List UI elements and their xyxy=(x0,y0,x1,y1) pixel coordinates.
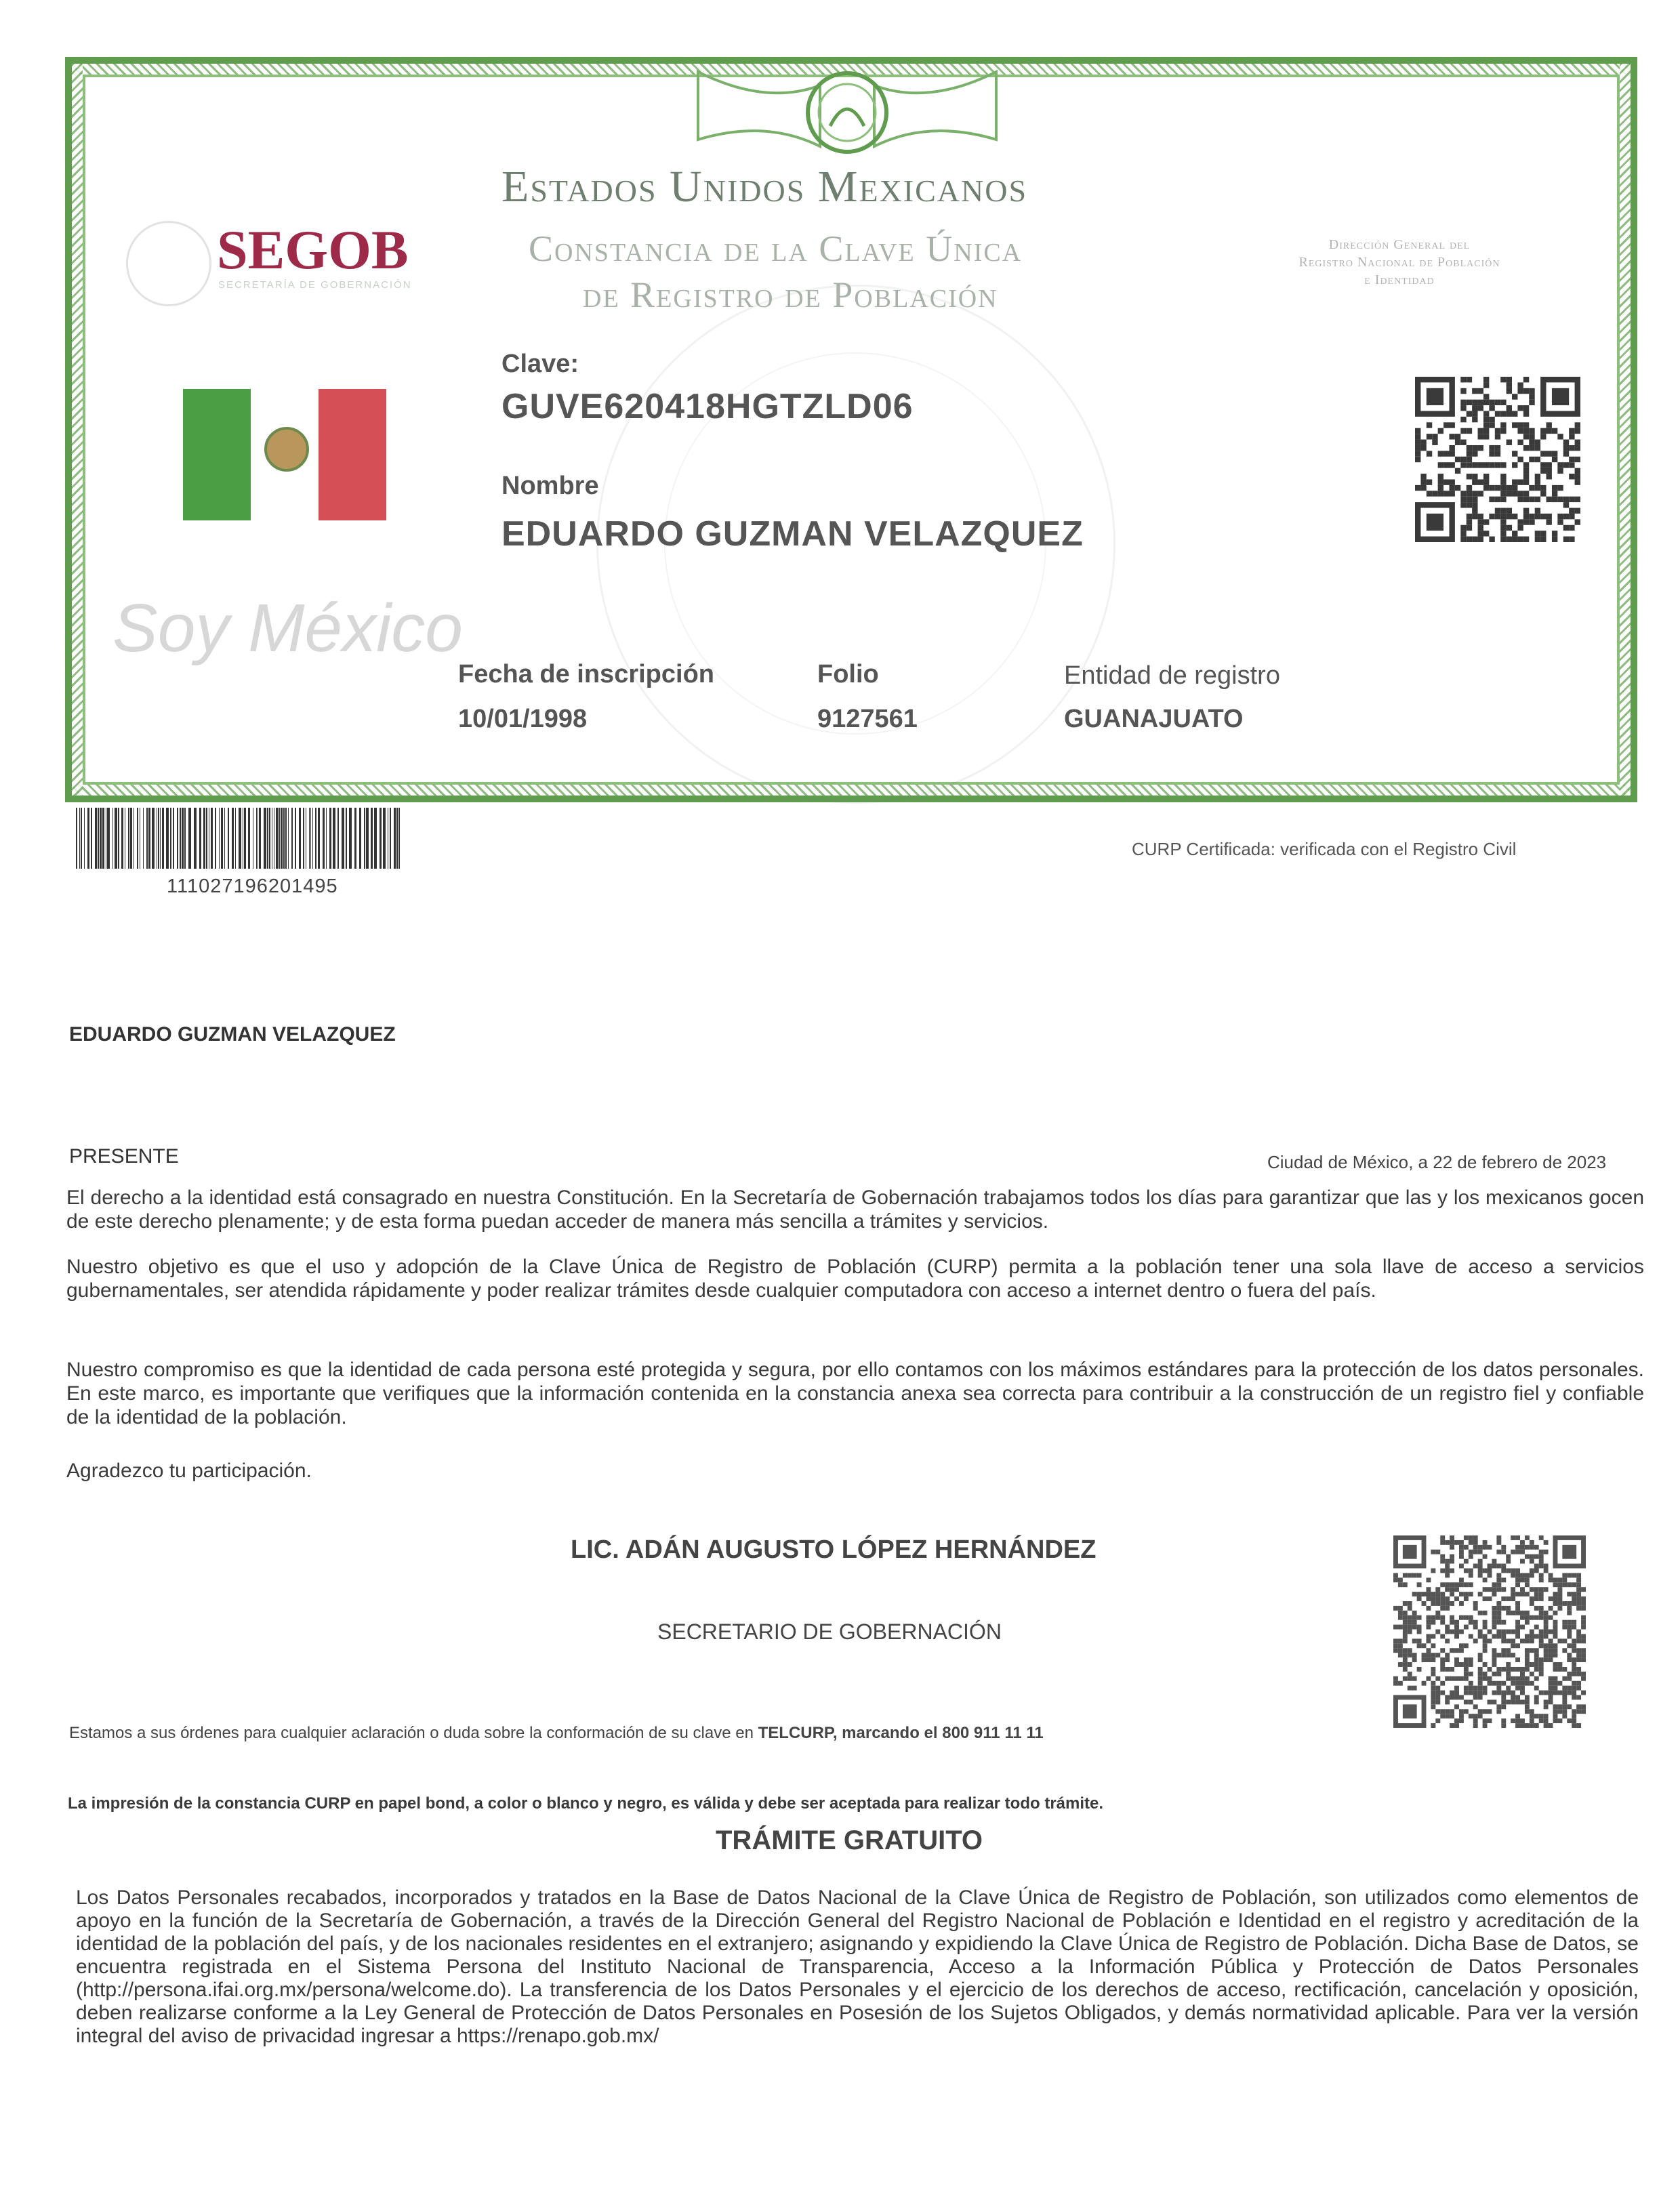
flag-green-stripe xyxy=(183,389,251,520)
clave-value: GUVE620418HGTZLD06 xyxy=(501,387,914,426)
folio-value: 9127561 xyxy=(817,705,918,733)
nombre-value: EDUARDO GUZMAN VELAZQUEZ xyxy=(501,514,1084,554)
contact-text: Estamos a sus órdenes para cualquier aclaración o duda sobre la conformación de su clave en xyxy=(69,1724,754,1742)
clave-label: Clave: xyxy=(501,350,579,378)
right-guilloche-border xyxy=(1620,64,1631,796)
fecha-inscripcion-label: Fecha de inscripción xyxy=(458,660,714,688)
document-title-line2: de Registro de Población xyxy=(583,274,998,315)
signer-title: SECRETARIO DE GOBERNACIÓN xyxy=(657,1619,1002,1644)
agency-name xyxy=(1233,236,1565,289)
segob-subtitle: SECRETARÍA DE GOBERNACIÓN xyxy=(218,279,412,291)
country-title: Estados Unidos Mexicanos xyxy=(501,162,1028,211)
entidad-registro-value: GUANAJUATO xyxy=(1064,705,1244,733)
contact-line xyxy=(69,1724,1044,1743)
signer-name: LIC. ADÁN AUGUSTO LÓPEZ HERNÁNDEZ xyxy=(571,1535,1097,1564)
letter-paragraph-1: El derecho a la identidad está consagrado en nuestra Constitución. En la Secretaría de Gobernación trabajamos todos los días para garantizar que las y los mexicanos gocen de este derecho plenamente; y de esta forma puedan acceder de manera más sencilla a trámites y servicios. xyxy=(66,1186,1644,1233)
entidad-registro-label: Entidad de registro xyxy=(1064,661,1280,690)
fecha-inscripcion-value: 10/01/1998 xyxy=(458,705,588,733)
folio-label: Folio xyxy=(817,660,879,688)
agency-line2: Registro Nacional de Población xyxy=(1298,255,1500,270)
print-validity-note: La impresión de la constancia CURP en papel bond, a color o blanco y negro, es válida y debe ser aceptada para realizar todo trámite. xyxy=(68,1794,1104,1813)
place-and-date: Ciudad de México, a 22 de febrero de 2023 xyxy=(1267,1152,1607,1172)
flag-red-stripe xyxy=(319,389,386,520)
flag-eagle-icon xyxy=(264,427,309,472)
segob-emblem-icon xyxy=(126,221,211,306)
telcurp-phone: TELCURP, marcando el 800 911 11 11 xyxy=(758,1724,1044,1742)
qr-code-icon xyxy=(1415,377,1580,542)
letter-paragraph-3: Nuestro compromiso es que la identidad de cada persona esté protegida y segura, por ello contamos con los máximos estándares para la protección de los datos personales. En este marco, es importante que verifiques que la información contenida en la constancia anexa sea correcta para contribuir a la construcción de un registro fiel y confiable de la identidad de la población. xyxy=(66,1359,1644,1428)
segob-logo: SEGOB xyxy=(217,219,409,281)
letter-paragraph-2: Nuestro objetivo es que el uso y adopción de la Clave Única de Registro de Población (CURP) permita a la población tener una sola llave de acceso a servicios gubernamentales, ser atendida rápidamente y poder realizar trámites desde cualquier computadora con acceso a internet dentro o fuera del país. xyxy=(66,1256,1644,1302)
national-crest-icon xyxy=(684,65,1010,160)
soy-mexico-watermark: Soy México xyxy=(112,590,463,666)
privacy-notice: Los Datos Personales recabados, incorporados y tratados en la Base de Datos Nacional de la Clave Única de Registro de Población, son utilizados como elementos de apoyo en la función de la Secretaría de Gobernación, a través de la Dirección General del Registro Nacional de Población e Identidad en el registro y acreditación de la identidad de la población del país, y de los nacionales residentes en el extranjero; asignando y expidiendo la Clave Única de Registro de Población. Dicha Base de Datos, se encuentra registrada en el Sistema Persona del Instituto Nacional de Transparencia, Acceso a la Información Pública y Protección de Datos Personales (http://persona.ifai.org.mx/persona/welcome.do). La transferencia de los Datos Personales y el ejercicio de los derechos de acceso, rectificación, cancelación y oposición, deben realizarse conforme a la Ley General de Protección de Datos Personales en Posesión de los Sujetos Obligados, y demás normatividad aplicable. Para ver la versión integral del aviso de privacidad ingresar a https://renapo.gob.mx/ xyxy=(76,1886,1639,2047)
greeting: PRESENTE xyxy=(69,1145,179,1168)
agency-line3: e Identidad xyxy=(1364,272,1435,287)
letter-closing: Agradezco tu participación. xyxy=(66,1460,312,1482)
agency-line1: Dirección General del xyxy=(1328,237,1471,252)
signature-qr-code-icon xyxy=(1393,1535,1586,1728)
addressee-name: EDUARDO GUZMAN VELAZQUEZ xyxy=(69,1023,396,1046)
nombre-label: Nombre xyxy=(501,472,599,500)
document-title-line1: Constancia de la Clave Única xyxy=(529,228,1023,269)
barcode-number: 111027196201495 xyxy=(167,875,338,897)
barcode-icon xyxy=(76,808,401,869)
left-guilloche-border xyxy=(72,64,83,796)
curp-certification-note: CURP Certificada: verificada con el Registro Civil xyxy=(1132,839,1517,859)
tramite-gratuito: TRÁMITE GRATUITO xyxy=(716,1825,983,1855)
